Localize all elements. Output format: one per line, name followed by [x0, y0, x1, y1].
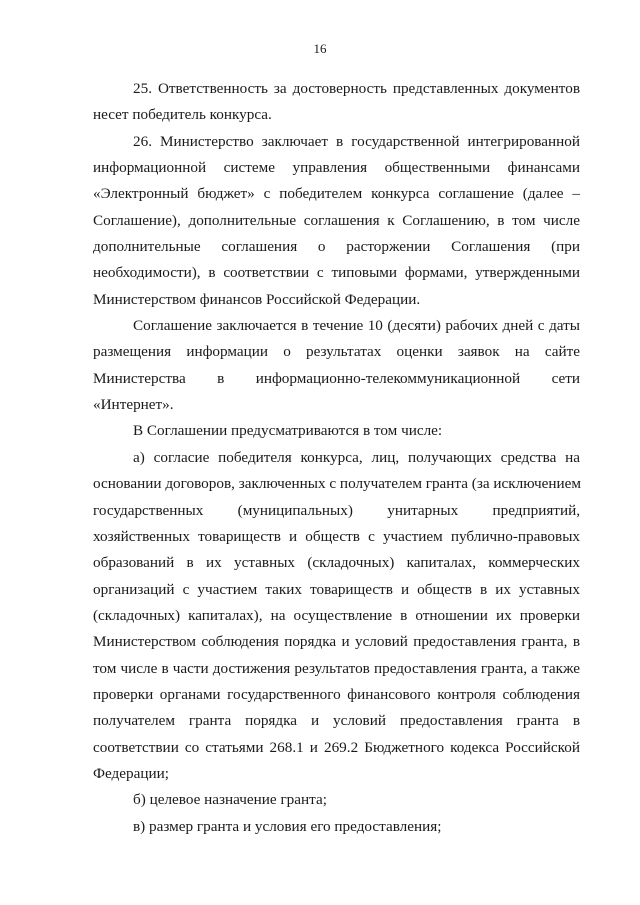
text-line: в) размер гранта и условия его предоставления; — [133, 817, 442, 835]
text-line: б) целевое назначение гранта; — [133, 791, 327, 809]
text-line: основании договоров, заключенных с получателем гранта (за исключением — [93, 475, 581, 493]
text-line: Министерством соблюдения порядка и условий предоставления гранта, в — [93, 633, 580, 651]
text-line: 26. Министерство заключает в государственной интегрированной — [133, 132, 580, 150]
text-line: Соглашение), дополнительные соглашения к Соглашению, в том числе — [93, 211, 580, 229]
text-line: соответствии со статьями 268.1 и 269.2 Бюджетного кодекса Российской — [93, 738, 580, 756]
text-line: Министерства в информационно-телекоммуникационной сети — [93, 369, 580, 387]
text-line: необходимости), в соответствии с типовыми формами, утвержденными — [93, 264, 580, 282]
text-line: дополнительные соглашения о расторжении Соглашения (при — [93, 238, 580, 256]
text-line: проверки органами государственного финансового контроля соблюдения — [93, 685, 580, 703]
text-line: Соглашение заключается в течение 10 (десяти) рабочих дней с даты — [133, 317, 580, 335]
text-line: размещения информации о результатах оценки заявок на сайте — [93, 343, 580, 361]
text-line: несет победитель конкурса. — [93, 106, 272, 124]
text-line: «Интернет». — [93, 396, 174, 414]
text-line: Министерством финансов Российской Федерации. — [93, 290, 421, 308]
text-line: (складочных) капиталах), на осуществление в отношении их проверки — [93, 606, 580, 624]
text-line: образований в их уставных (складочных) капиталах, коммерческих — [93, 554, 580, 572]
text-line: 25. Ответственность за достоверность представленных документов — [133, 80, 580, 97]
text-line: организаций с участием таких товариществ и обществ в их уставных — [93, 580, 580, 598]
text-line: государственных (муниципальных) унитарных предприятий, — [93, 501, 580, 519]
text-line: Федерации; — [93, 764, 169, 782]
text-line: том числе в части достижения результатов предоставления гранта, а также — [93, 659, 580, 677]
page-number: 16 — [313, 41, 327, 56]
text-line: информационной системе управления общественными финансами — [93, 159, 580, 177]
text-line: хозяйственных товариществ и обществ с участием публично-правовых — [93, 527, 580, 545]
text-line: В Соглашении предусматриваются в том числе: — [133, 422, 443, 440]
text-line: а) согласие победителя конкурса, лиц, получающих средства на — [133, 448, 580, 466]
text-line: «Электронный бюджет» с победителем конкурса соглашение (далее – — [93, 185, 580, 203]
text-line: получателем гранта порядка и условий предоставления гранта в — [93, 712, 580, 730]
document-body — [93, 76, 580, 840]
